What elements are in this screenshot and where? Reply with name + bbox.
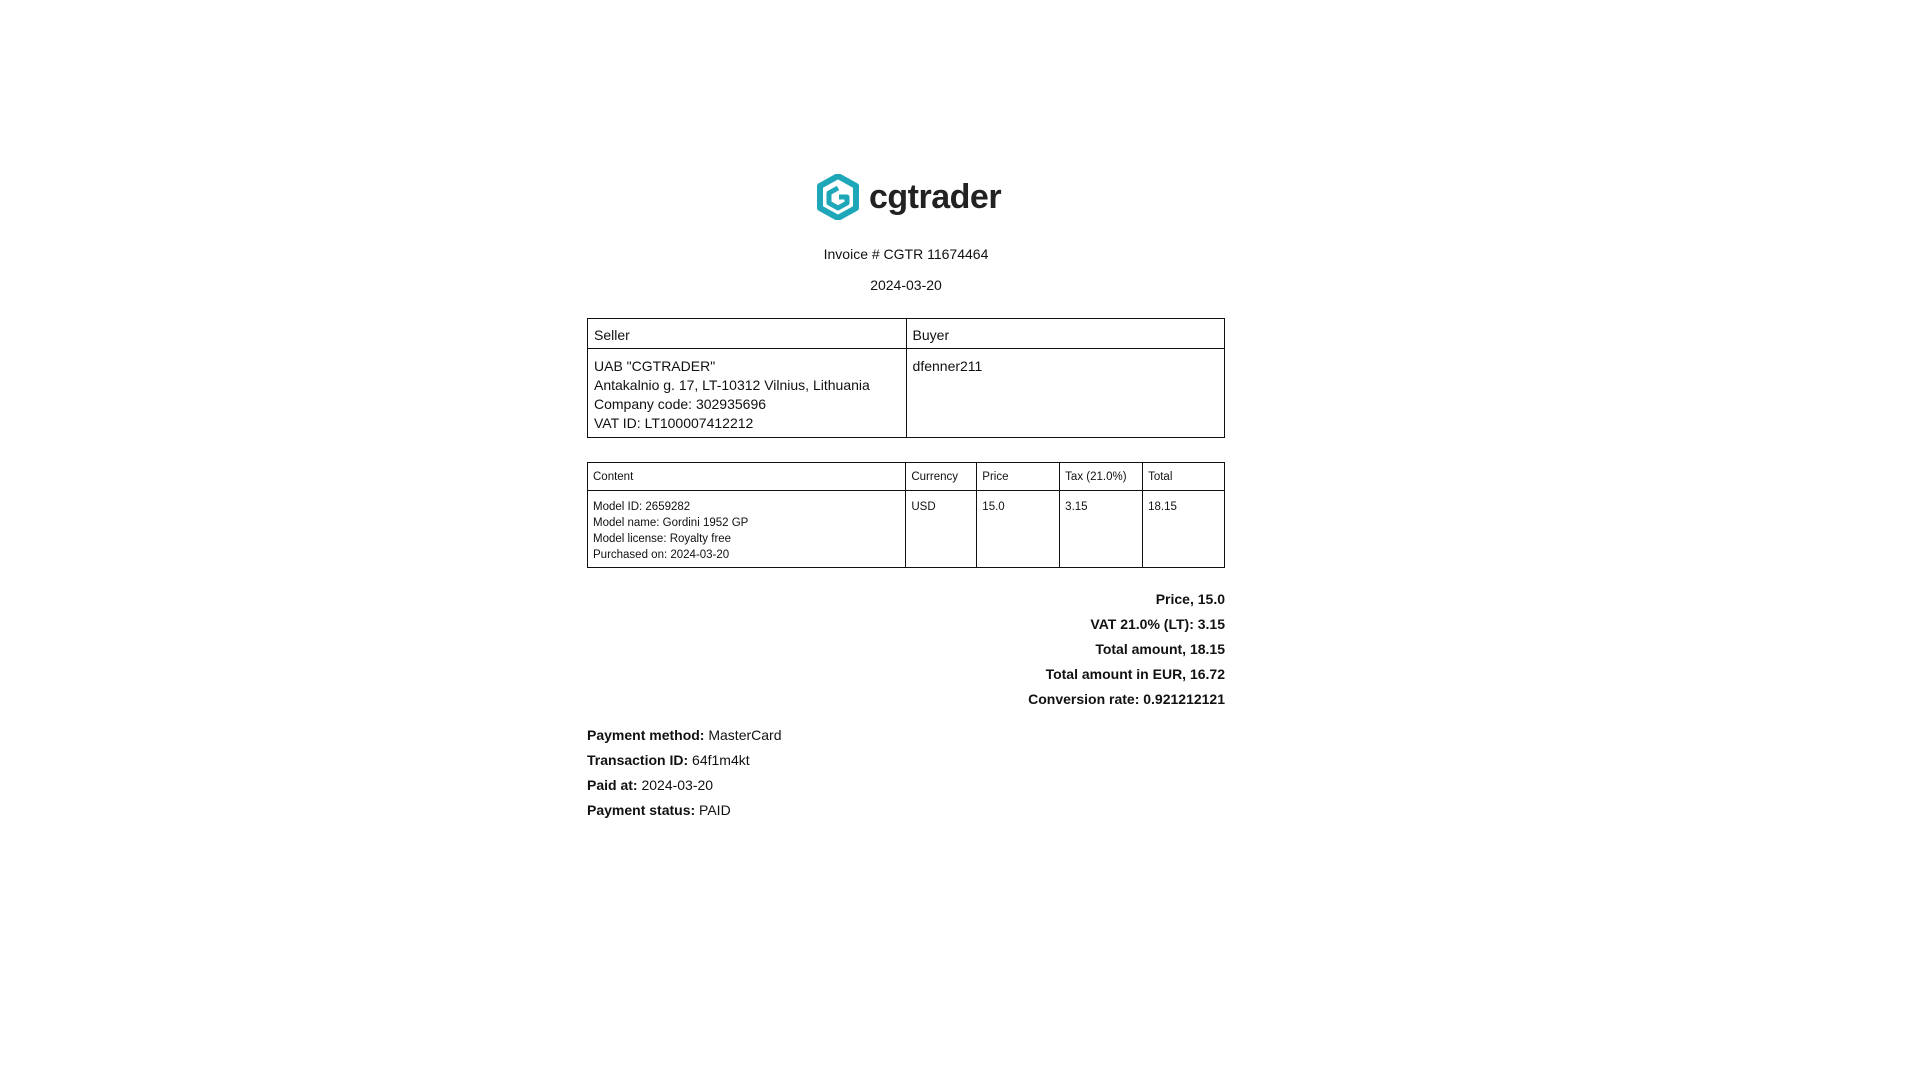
item-model-id: Model ID: 2659282 <box>593 501 691 513</box>
column-header-total: Total <box>1143 463 1225 491</box>
paid-at-label: Paid at: <box>587 777 638 793</box>
item-model-name: Model name: Gordini 1952 GP <box>593 517 749 529</box>
item-model-license: Model license: Royalty free <box>593 533 732 545</box>
payment-method <box>587 726 782 751</box>
seller-details <box>588 349 907 438</box>
item-content <box>588 491 906 568</box>
seller-address: Antakalnio g. 17, LT-10312 Vilnius, Lithuania <box>594 377 870 393</box>
summary-total: Total amount, 18.15 <box>1095 641 1225 657</box>
item-tax: 3.15 <box>1060 491 1143 568</box>
items-table <box>587 462 1225 568</box>
payment-method-value: MasterCard <box>708 727 782 743</box>
payment-details <box>587 726 782 826</box>
items-header-row <box>588 463 1225 491</box>
table-row <box>588 491 1225 568</box>
item-total: 18.15 <box>1143 491 1225 568</box>
transaction-id-label: Transaction ID: <box>587 752 689 768</box>
summary-conversion-rate: Conversion rate: 0.921212121 <box>1028 691 1225 707</box>
payment-status <box>587 801 782 826</box>
item-purchase-date: Purchased on: 2024-03-20 <box>593 549 730 561</box>
cgtrader-logo-icon <box>817 174 859 220</box>
seller-company-code: Company code: 302935696 <box>594 396 767 412</box>
seller-vat-id: VAT ID: LT100007412212 <box>594 415 754 431</box>
column-header-price: Price <box>977 463 1060 491</box>
brand-name: cgtrader <box>869 178 1002 216</box>
item-currency: USD <box>906 491 977 568</box>
summary-price: Price, 15.0 <box>1155 591 1225 607</box>
totals-summary <box>1028 590 1225 715</box>
column-header-content: Content <box>588 463 906 491</box>
item-price: 15.0 <box>977 491 1060 568</box>
buyer-name: dfenner211 <box>912 358 983 374</box>
seller-buyer-table <box>587 318 1225 438</box>
summary-vat: VAT 21.0% (LT): 3.15 <box>1090 616 1225 632</box>
seller-header: Seller <box>588 319 907 349</box>
payment-status-value: PAID <box>699 802 731 818</box>
paid-at-value: 2024-03-20 <box>641 777 714 793</box>
column-header-currency: Currency <box>906 463 977 491</box>
paid-at <box>587 776 782 801</box>
invoice-number: Invoice # CGTR 11674464 <box>823 246 989 262</box>
invoice-date: 2024-03-20 <box>870 277 942 293</box>
buyer-header: Buyer <box>906 319 1224 349</box>
payment-method-label: Payment method: <box>587 727 705 743</box>
brand-logo <box>817 174 1001 220</box>
buyer-details <box>906 349 1224 438</box>
transaction-id <box>587 751 782 776</box>
transaction-id-value: 64f1m4kt <box>692 752 750 768</box>
summary-total-eur: Total amount in EUR, 16.72 <box>1045 666 1225 682</box>
seller-name: UAB "CGTRADER" <box>594 358 716 374</box>
column-header-tax: Tax (21.0%) <box>1060 463 1143 491</box>
payment-status-label: Payment status: <box>587 802 696 818</box>
